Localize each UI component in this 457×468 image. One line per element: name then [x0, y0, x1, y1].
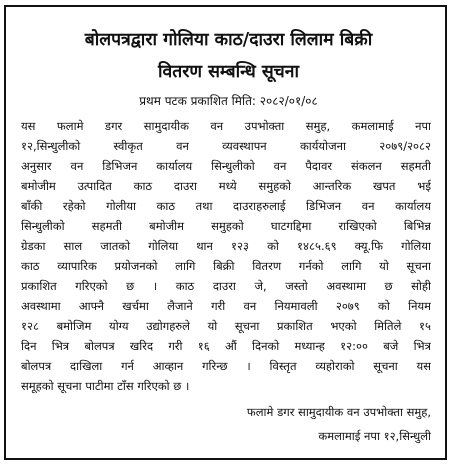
- notice-body-line: यस फलामे डगर सामुदायीक वन उपभोक्ता समुह, कमलामाई नपा: [21, 119, 431, 133]
- notice-title-line-2: वितरण सम्बन्धि सूचना: [157, 62, 300, 82]
- notice-body-line: दिन भित्र बोलपत्र खरिद गरी १६ औं दिनको मध्यान्ह १२:०० बजे भित्र: [21, 339, 431, 353]
- notice-body-line: अवस्थामा आफ्नै खर्चमा लैजाने गरी वन नियमावली २०७९ को नियम: [21, 299, 431, 313]
- signature-organization: फलामे डगर सामुदायीक वन उपभोक्ता समुह,: [246, 405, 431, 419]
- notice-body-line: प्रकाशित गरिएको छ । काठ दाउरा जे, जस्तो अवस्थामा छ सोही: [21, 279, 431, 293]
- notice-title-line-1: बोलपत्रद्वारा गोलिया काठ/दाउरा लिलाम बिक्री: [84, 30, 373, 50]
- notice-body-line: बमोजीम उत्पादित काठ दाउरा मध्ये समुहको आन्तरिक खपत भई: [21, 179, 431, 193]
- notice-body-line: बोलपत्र दाखिला गर्न आव्हान गरिन्छ । विस्तृत व्यहोराको सूचना यस: [21, 359, 431, 373]
- publish-date: प्रथम पटक प्रकाशित मिति: २०८२/०१/०८: [139, 94, 318, 108]
- notice-body-line: काठ व्यापारिक प्रयोजनको लागि बिक्री वितरण गर्नको लागि यो सूचना: [21, 259, 431, 273]
- notice-body-line: ग्रेडका साल जातको गोलिया थान १२३ को १४८५.६९ क्यू.फि गोलिया: [21, 239, 431, 253]
- notice-body-line: बाँकी रहेको गोलीया काठ तथा दाउराहरुलाई डिभिजन वन कार्यालय: [21, 199, 431, 213]
- notice-body-line: १२८ बमोजिम योग्य उद्योगहरुले यो सूचना प्रकाशित भएको मितिले १५: [21, 319, 431, 333]
- notice-body-line: समूहको सूचना पाटीमा टाँस गरिएको छ ।: [21, 379, 190, 393]
- signature-address: कमलामाई नपा १२,सिन्धुली: [318, 429, 431, 443]
- notice-body-line: अनुसार वन डिभिजन कार्यालय सिन्धुलीको वन पैदावर संकलन सहमती: [21, 159, 431, 173]
- notice-body-line: सिन्धुलीको सहमती बमोजीम समुहको घाटगद्दिमा राखिएको बिभिन्न: [21, 219, 431, 233]
- notice-body-line: १२,सिन्धुलीको स्वीकृत वन व्यवस्थापन कार्ययोजना २०७९/२०८२: [21, 139, 431, 153]
